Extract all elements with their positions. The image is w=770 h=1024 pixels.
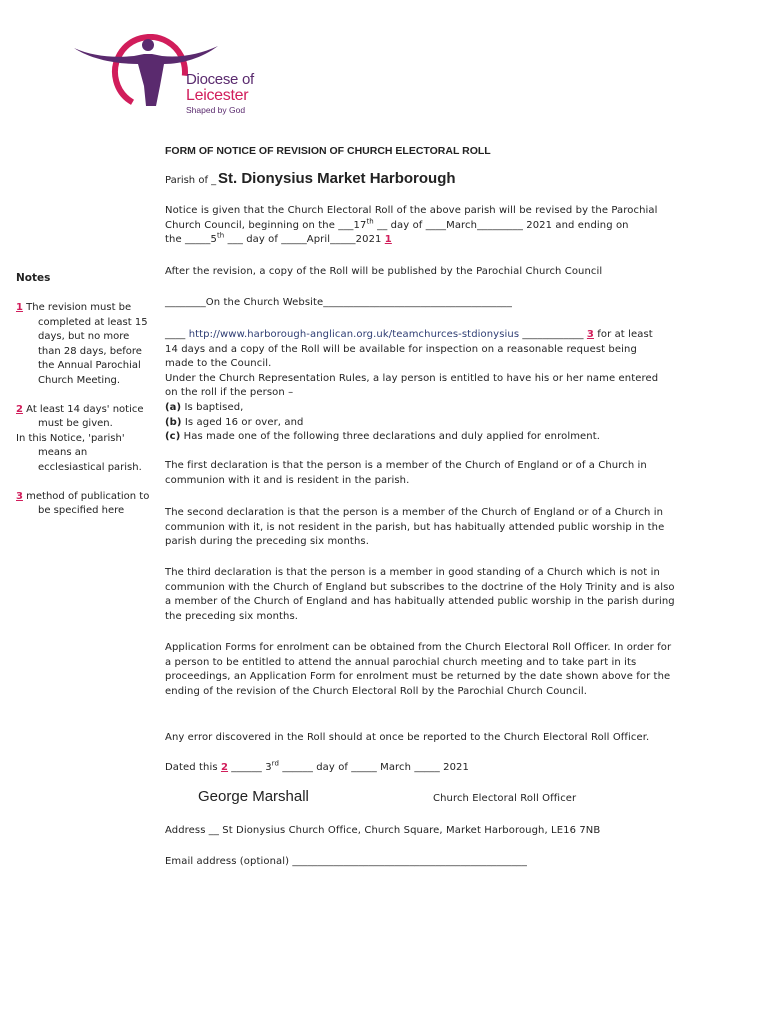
notice-start-text: Church Council, beginning on the ___17: [165, 219, 367, 231]
website-line: ________On the Church Website_____________________________________: [165, 297, 513, 308]
condition-c: [165, 430, 680, 445]
url-suffix: ____________: [519, 329, 587, 340]
second-declaration: The second declaration is that the person is a member of the Church of England or of a Church in communion with it, is not resident in the parish, but has habitually attended public worship in the parish during the preceding six months.: [165, 507, 665, 548]
note-1: [16, 301, 150, 389]
error-notice: Any error discovered in the Roll should at once be reported to the Church Electoral Roll Officer.: [165, 732, 650, 743]
notice-end-month: ___ day of _____April_____2021: [224, 234, 385, 246]
signature-role: Church Electoral Roll Officer: [433, 793, 577, 804]
condition-b-letter: (b): [165, 416, 182, 428]
condition-b-text: Is aged 16 or over, and: [181, 416, 304, 428]
parish-name: St. Dionysius Market Harborough: [218, 170, 456, 187]
parish-website-link[interactable]: http://www.harborough-anglican.org.uk/teamchurces-stdionysius: [188, 329, 520, 340]
form-title: FORM OF NOTICE OF REVISION OF CHURCH ELECTORAL ROLL: [165, 145, 491, 157]
notice-line-2: [165, 219, 680, 234]
rules-line-1: Under the Church Representation Rules, a lay person is entitled to have his or her name entered: [165, 372, 659, 384]
notice-paragraph: [165, 204, 680, 248]
url-line: [165, 328, 680, 343]
dated-prefix: Dated this: [165, 762, 221, 773]
note-2: [16, 403, 150, 432]
application-paragraph: Application Forms for enrolment can be obtained from the Church Electoral Roll Officer. In order for a person to be entitled to attend the annual parochial church meeting and to take part in its proceedings, an Application Form for enrolment must be returned by the date shown above for the ending of the revision of the Church Electoral Roll by the Parochial Church Council.: [165, 642, 672, 697]
parish-label: Parish of _: [165, 175, 217, 186]
logo-line-1: Diocese of: [186, 71, 254, 88]
note-3-number: 3: [16, 490, 23, 502]
dated-line: [165, 761, 680, 776]
note-ref-1: 1: [384, 234, 392, 246]
note-2-text: At least 14 days' notice must be given.: [22, 403, 144, 430]
condition-b: [165, 416, 680, 431]
note-2-number: 2: [16, 403, 23, 415]
condition-a-letter: (a): [165, 401, 182, 413]
address-line: Address __ St Dionysius Church Office, Church Square, Market Harborough, LE16 7NB: [165, 825, 601, 836]
url-tail: for at least: [593, 329, 653, 340]
condition-a-text: Is baptised,: [181, 401, 244, 413]
email-line: Email address (optional) ______________________________________________: [165, 856, 527, 867]
dated-rest: ______ day of _____ March _____ 2021: [279, 762, 469, 773]
rules-line-2: on the roll if the person –: [165, 387, 294, 399]
signature-name: George Marshall: [198, 788, 309, 805]
dated-day: ______ 3: [228, 762, 272, 773]
copy-line-2: made to the Council.: [165, 358, 272, 370]
condition-c-letter: (c): [165, 431, 181, 443]
first-declaration: The first declaration is that the person is a member of the Church of England or of a Church in communion with it and is resident in the parish.: [165, 460, 647, 486]
logo-tagline: Shaped by God: [186, 105, 246, 115]
notice-line-1: Notice is given that the Church Electoral Roll of the above parish will be revised by the Parochial: [165, 205, 658, 216]
condition-a: [165, 401, 680, 416]
notice-line-3: [165, 233, 680, 248]
notes-title: Notes: [16, 272, 51, 284]
note-ref-3: 3: [586, 329, 594, 340]
publication-paragraph: [165, 328, 680, 445]
parish-definition: In this Notice, 'parish' means an ecclesiastical parish.: [16, 432, 142, 473]
notice-start-month: __ day of ____March_________ 2021 and ending on: [373, 219, 629, 231]
third-declaration: The third declaration is that the person is a member in good standing of a Church which is not in communion with the Church of England but subscribes to the doctrine of the Holy Trinity and is also a member of the Church of England and has habitually attended public worship in the parish during the preceding six months.: [165, 567, 675, 622]
dated-day-suffix: rd: [271, 759, 280, 768]
note-ref-2: 2: [220, 762, 229, 773]
notice-start-suffix: th: [366, 217, 374, 226]
condition-c-text: Has made one of the following three declarations and duly applied for enrolment.: [180, 431, 601, 443]
notes-list: [16, 301, 150, 519]
note-1-number: 1: [16, 302, 23, 313]
url-prefix: ____: [165, 329, 189, 340]
copy-line-1: 14 days and a copy of the Roll will be available for inspection on a reasonable request being: [165, 343, 637, 355]
logo-wordmark: [186, 72, 254, 115]
logo-line-2: Leicester: [186, 87, 249, 104]
notice-end-suffix: th: [216, 231, 225, 240]
after-revision-text: After the revision, a copy of the Roll will be published by the Parochial Church Council: [165, 266, 603, 277]
note-3-text: method of publication to be specified here: [22, 490, 150, 517]
note-1-text: The revision must be completed at least 15 days, but no more than 28 days, before the Annual Parochial Church Meeting.: [22, 302, 148, 386]
notice-end-text: the _____5: [165, 234, 217, 246]
note-3: [16, 490, 150, 519]
